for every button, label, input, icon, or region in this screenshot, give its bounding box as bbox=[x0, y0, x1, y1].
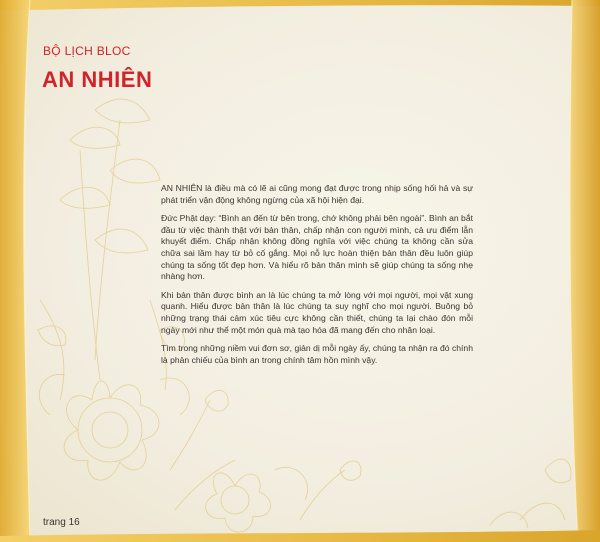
paragraph: Tìm trong những niềm vui đơn sơ, giản dị mỗi ngày ấy, chúng ta nhận ra đó chính là phản chiếu của bình an trong chính tâm hồn mình vậy. bbox=[161, 343, 473, 365]
category-label: BỘ LỊCH BLOC bbox=[43, 44, 131, 58]
page-number: trang 16 bbox=[43, 517, 80, 528]
article-body bbox=[161, 183, 473, 373]
page-title: AN NHIÊN bbox=[42, 67, 153, 92]
paragraph: Đức Phật dạy: “Bình an đến từ bên trong, chớ không phải bên ngoài”. Bình an bắt đầu từ việc thành thật với bản thân, chấp nhận con người mình, cả ưu điểm lẫn khuyết điểm. Chấp nhận không đồng nghĩa với việc chúng ta không cần sửa chữa sai lầm hay từ bỏ cố gắng. Mọi nỗ lực hoàn thiện bản thân đều luôn giúp chúng ta sống tốt đẹp hơn. Và hiểu rõ bản thân mình sẽ giúp chúng ta sống nhẹ nhàng hơn. bbox=[161, 213, 473, 282]
paragraph: AN NHIÊN là điều mà có lẽ ai cũng mong đạt được trong nhịp sống hối hả và sự phát triển vận động không ngừng của xã hội hiện đại. bbox=[161, 183, 473, 205]
paragraph: Khi bản thân được bình an là lúc chúng ta mở lòng với mọi người, mọi vật xung quanh. Hiểu được bản thân là lúc chúng ta suy nghĩ cho mọi người. Buông bỏ những trạng thái cảm xúc tiêu cực không cần thiết, chúng ta lại chào đón mỗi ngày mới như thể một món quà mà tạo hóa đã mang đến cho nhân loại. bbox=[161, 289, 473, 335]
